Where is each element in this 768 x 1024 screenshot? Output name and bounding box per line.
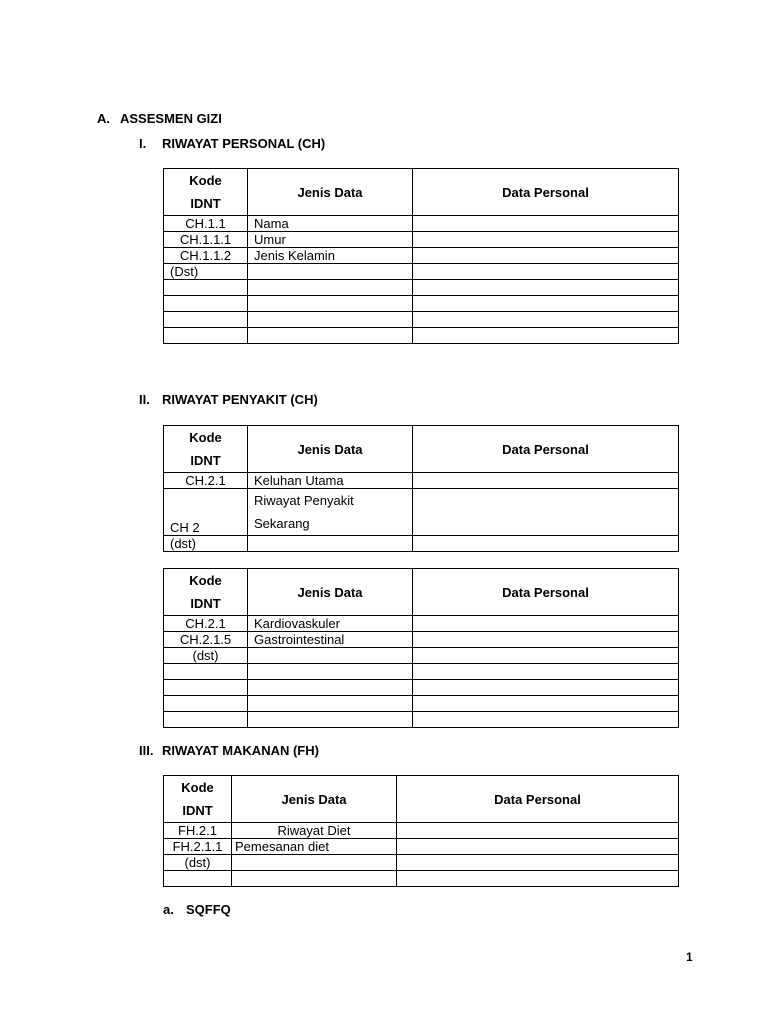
table-row (164, 280, 679, 296)
cell-personal[interactable] (413, 216, 679, 232)
cell-personal[interactable] (397, 855, 679, 871)
cell-jenis: Gastrointestinal (248, 632, 413, 648)
cell-jenis (248, 664, 413, 680)
cell-kode: (dst) (164, 648, 248, 664)
cell-kode: (dst) (164, 855, 232, 871)
table-row (164, 680, 679, 696)
cell-personal[interactable] (413, 712, 679, 728)
cell-jenis (248, 648, 413, 664)
header-jenis-data: Jenis Data (248, 569, 413, 616)
cell-personal[interactable] (413, 616, 679, 632)
cell-jenis (248, 296, 413, 312)
cell-kode (164, 712, 248, 728)
cell-personal[interactable] (413, 632, 679, 648)
cell-jenis: Umur (248, 232, 413, 248)
header-kode-idnt: Kode IDNT (164, 776, 232, 823)
header-jenis-data: Jenis Data (232, 776, 397, 823)
section-riwayat-penyakit (139, 392, 318, 408)
table-row (164, 616, 679, 632)
cell-kode (164, 328, 248, 344)
table-row (164, 696, 679, 712)
cell-personal[interactable] (413, 664, 679, 680)
table-header-row (164, 776, 679, 823)
cell-personal[interactable] (413, 489, 679, 536)
header-data-personal: Data Personal (413, 169, 679, 216)
cell-jenis: Riwayat Penyakit Sekarang (248, 489, 413, 536)
subheading-letter: a. (163, 902, 174, 917)
cell-jenis (248, 312, 413, 328)
cell-jenis: Riwayat Diet (232, 823, 397, 839)
cell-jenis: Jenis Kelamin (248, 248, 413, 264)
cell-jenis (248, 696, 413, 712)
table-header-row (164, 569, 679, 616)
cell-jenis (248, 536, 413, 552)
header-data-personal: Data Personal (413, 569, 679, 616)
section-title: RIWAYAT PERSONAL (CH) (162, 136, 326, 151)
table-row (164, 648, 679, 664)
cell-kode: CH.2.1.5 (164, 632, 248, 648)
cell-jenis (232, 871, 397, 887)
cell-personal[interactable] (413, 232, 679, 248)
subheading-text: SQFFQ (186, 902, 231, 917)
cell-personal[interactable] (413, 473, 679, 489)
header-data-personal: Data Personal (397, 776, 679, 823)
heading-assesmen-gizi (97, 111, 222, 127)
table-row (164, 712, 679, 728)
table-row (164, 632, 679, 648)
section-title: RIWAYAT MAKANAN (FH) (162, 743, 319, 758)
table-row (164, 312, 679, 328)
cell-jenis (248, 712, 413, 728)
cell-personal[interactable] (413, 328, 679, 344)
header-kode-idnt: Kode IDNT (164, 169, 248, 216)
cell-kode (164, 680, 248, 696)
cell-kode: (dst) (164, 536, 248, 552)
heading-text: ASSESMEN GIZI (120, 111, 222, 126)
section-title: RIWAYAT PENYAKIT (CH) (162, 392, 318, 407)
table-header-row (164, 426, 679, 473)
cell-kode (164, 664, 248, 680)
section-number: II. (139, 392, 150, 407)
table-row (164, 855, 679, 871)
subheading-sqffq (163, 902, 231, 918)
cell-jenis (248, 280, 413, 296)
table-row (164, 264, 679, 280)
section-riwayat-personal (139, 136, 325, 152)
section-riwayat-makanan (139, 743, 319, 759)
table-riwayat-personal (163, 168, 679, 344)
section-number: III. (139, 743, 154, 758)
page-number: 1 (686, 950, 693, 964)
cell-personal[interactable] (397, 839, 679, 855)
cell-personal[interactable] (413, 296, 679, 312)
cell-kode (164, 280, 248, 296)
cell-personal[interactable] (413, 696, 679, 712)
table-row (164, 296, 679, 312)
table-row (164, 489, 679, 536)
cell-jenis: Pemesanan diet (232, 839, 397, 855)
table-row (164, 473, 679, 489)
table-row (164, 664, 679, 680)
cell-personal[interactable] (413, 536, 679, 552)
cell-kode: (Dst) (164, 264, 248, 280)
table-riwayat-makanan (163, 775, 679, 887)
cell-kode: CH.1.1.1 (164, 232, 248, 248)
cell-jenis: Keluhan Utama (248, 473, 413, 489)
table-riwayat-penyakit (163, 425, 679, 552)
cell-jenis (248, 328, 413, 344)
table-row (164, 823, 679, 839)
table-row (164, 328, 679, 344)
table-row (164, 232, 679, 248)
table-row (164, 871, 679, 887)
cell-jenis: Kardiovaskuler (248, 616, 413, 632)
table-row (164, 536, 679, 552)
cell-personal[interactable] (413, 248, 679, 264)
heading-number: A. (97, 111, 110, 126)
table-header-row (164, 169, 679, 216)
cell-personal[interactable] (413, 264, 679, 280)
cell-kode (164, 696, 248, 712)
cell-kode (164, 296, 248, 312)
header-jenis-data: Jenis Data (248, 426, 413, 473)
cell-kode: FH.2.1.1 (164, 839, 232, 855)
cell-personal[interactable] (413, 680, 679, 696)
cell-kode: CH.1.1 (164, 216, 248, 232)
cell-personal[interactable] (397, 871, 679, 887)
cell-personal[interactable] (413, 312, 679, 328)
cell-kode (164, 871, 232, 887)
cell-kode: CH 2 (164, 489, 248, 536)
cell-personal[interactable] (413, 648, 679, 664)
header-jenis-data: Jenis Data (248, 169, 413, 216)
cell-kode: CH.2.1 (164, 616, 248, 632)
cell-jenis (248, 680, 413, 696)
cell-kode: CH.1.1.2 (164, 248, 248, 264)
cell-personal[interactable] (413, 280, 679, 296)
cell-kode: FH.2.1 (164, 823, 232, 839)
table-row (164, 216, 679, 232)
table-riwayat-penyakit-sistem (163, 568, 679, 728)
header-kode-idnt: Kode IDNT (164, 426, 248, 473)
cell-jenis (248, 264, 413, 280)
cell-personal[interactable] (397, 823, 679, 839)
header-data-personal: Data Personal (413, 426, 679, 473)
section-number: I. (139, 136, 147, 151)
cell-kode (164, 312, 248, 328)
table-row (164, 839, 679, 855)
cell-kode: CH.2.1 (164, 473, 248, 489)
cell-jenis: Nama (248, 216, 413, 232)
table-row (164, 248, 679, 264)
cell-jenis (232, 855, 397, 871)
header-kode-idnt: Kode IDNT (164, 569, 248, 616)
